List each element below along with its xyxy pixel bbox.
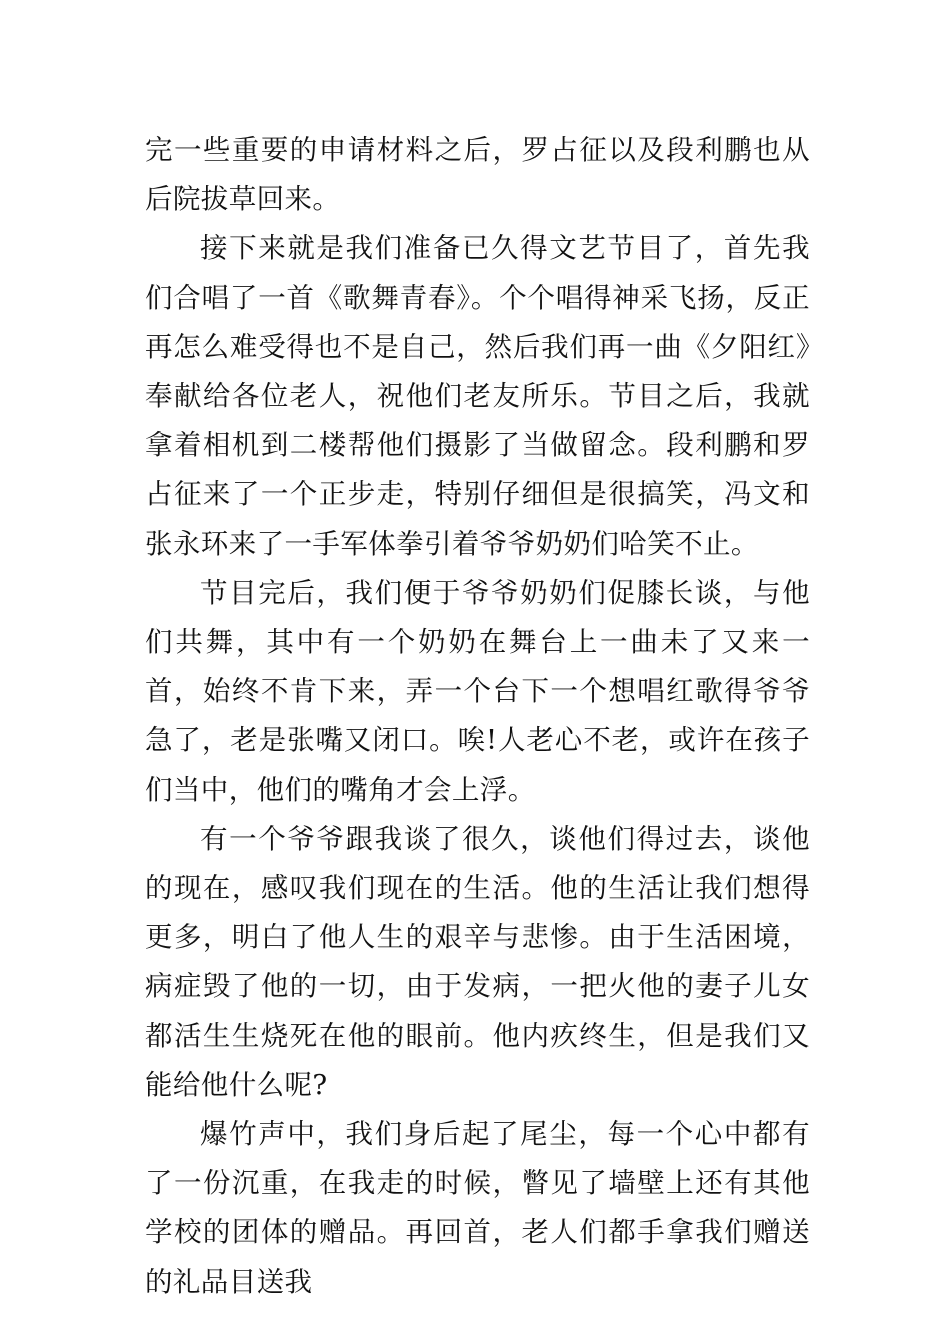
paragraph: 有一个爷爷跟我谈了很久，谈他们得过去，谈他的现在，感叹我们现在的生活。他的生活让我们想得更多，明白了他人生的艰辛与悲惨。由于生活困境，病症毁了他的一切，由于发病，一把火他的妻子儿女都活生生烧死在他的眼前。他内疚终生，但是我们又能给他什么呢? bbox=[145, 822, 810, 1101]
body-text bbox=[145, 126, 810, 1307]
paragraph-continuation: 完一些重要的申请材料之后，罗占征以及段利鹏也从后院拔草回来。 bbox=[145, 134, 810, 216]
paragraph: 节目完后，我们便于爷爷奶奶们促膝长谈，与他们共舞，其中有一个奶奶在舞台上一曲未了又来一首，始终不肯下来，弄一个台下一个想唱红歌得爷爷急了，老是张嘴又闭口。唉!人老心不老，或许在孩子们当中，他们的嘴角才会上浮。 bbox=[145, 576, 810, 806]
paragraph: 爆竹声中，我们身后起了尾尘，每一个心中都有了一份沉重，在我走的时候，瞥见了墙壁上还有其他学校的团体的赠品。再回首，老人们都手拿我们赠送的礼品目送我 bbox=[145, 1118, 810, 1298]
paragraph: 接下来就是我们准备已久得文艺节目了，首先我们合唱了一首《歌舞青春》。个个唱得神采飞扬，反正再怎么难受得也不是自己，然后我们再一曲《夕阳红》奉献给各位老人，祝他们老友所乐。节目之后，我就拿着相机到二楼帮他们摄影了当做留念。段利鹏和罗占征来了一个正步走，特别仔细但是很搞笑，冯文和张永环来了一手军体拳引着爷爷奶奶们哈笑不止。 bbox=[145, 232, 810, 560]
